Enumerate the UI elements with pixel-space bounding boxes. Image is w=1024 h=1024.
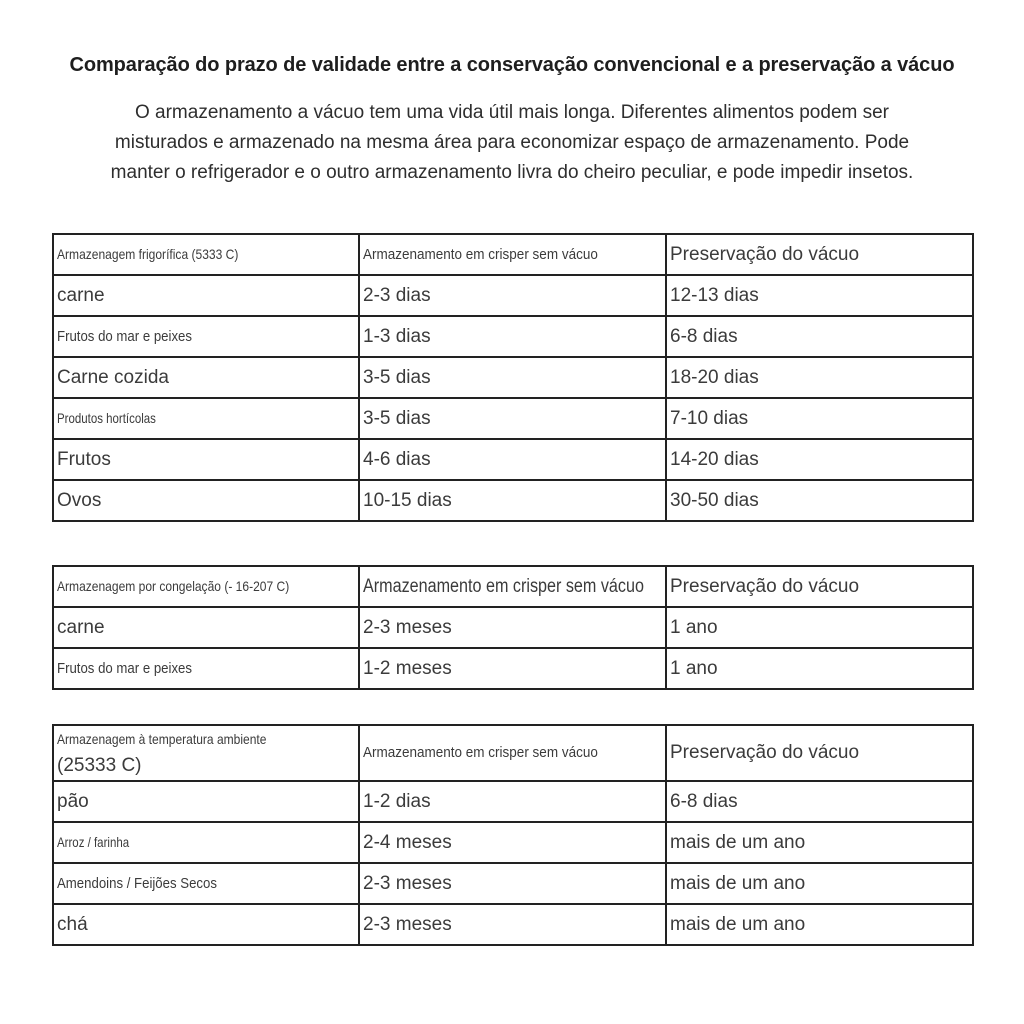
header-cell: Preservação do vácuo xyxy=(666,725,973,781)
table-row xyxy=(53,480,973,521)
header-cell: Armazenagem à temperatura ambiente (25333 C) xyxy=(53,725,359,781)
value-cell: 2-3 meses xyxy=(359,904,666,945)
table-row xyxy=(53,398,973,439)
food-cell: Ovos xyxy=(53,480,359,521)
food-cell: Produtos hortícolas xyxy=(53,398,359,439)
value-cell: 2-3 meses xyxy=(359,863,666,904)
intro-line: misturados e armazenado na mesma área para economizar espaço de armazenamento. Pode xyxy=(114,132,910,153)
table-row xyxy=(53,863,973,904)
food-cell: pão xyxy=(53,781,359,822)
header-cell: Armazenamento em crisper sem vácuo xyxy=(359,725,666,781)
value-cell: 2-3 dias xyxy=(359,275,666,316)
room-temperature-storage-table xyxy=(52,724,974,946)
value-cell: 2-3 meses xyxy=(359,607,666,648)
intro-line: manter o refrigerador e o outro armazenamento livra do cheiro peculiar, e pode impedir insetos. xyxy=(110,162,914,183)
table-row xyxy=(53,822,973,863)
value-cell: 6-8 dias xyxy=(666,316,973,357)
value-cell: 10-15 dias xyxy=(359,480,666,521)
value-cell: 6-8 dias xyxy=(666,781,973,822)
table-header-row xyxy=(53,566,973,607)
table-row xyxy=(53,781,973,822)
table-row xyxy=(53,607,973,648)
header-cell: Preservação do vácuo xyxy=(666,234,973,275)
intro-line: O armazenamento a vácuo tem uma vida útil mais longa. Diferentes alimentos podem ser xyxy=(134,102,890,123)
food-cell: carne xyxy=(53,275,359,316)
value-cell: 18-20 dias xyxy=(666,357,973,398)
value-cell: 3-5 dias xyxy=(359,398,666,439)
food-cell: Amendoins / Feijões Secos xyxy=(53,863,359,904)
value-cell: 1 ano xyxy=(666,607,973,648)
value-cell: mais de um ano xyxy=(666,822,973,863)
header-cell: Armazenagem frigorífica (5333 C) xyxy=(53,234,359,275)
header-cell: Armazenamento em crisper sem vácuo xyxy=(359,234,666,275)
intro-paragraph xyxy=(10,98,1014,188)
food-cell: Frutos do mar e peixes xyxy=(53,648,359,689)
header-cell: Armazenamento em crisper sem vácuo xyxy=(359,566,666,607)
food-cell: carne xyxy=(53,607,359,648)
value-cell: mais de um ano xyxy=(666,904,973,945)
table-row xyxy=(53,275,973,316)
refrigerated-storage-table xyxy=(52,233,974,522)
table-row xyxy=(53,904,973,945)
food-cell: Frutos xyxy=(53,439,359,480)
value-cell: 2-4 meses xyxy=(359,822,666,863)
food-cell: Carne cozida xyxy=(53,357,359,398)
value-cell: 1-2 dias xyxy=(359,781,666,822)
table-header-row xyxy=(53,725,973,781)
food-cell: Frutos do mar e peixes xyxy=(53,316,359,357)
table-row xyxy=(53,316,973,357)
food-cell: chá xyxy=(53,904,359,945)
value-cell: 1 ano xyxy=(666,648,973,689)
table-row xyxy=(53,648,973,689)
page-title: Comparação do prazo de validade entre a conservação convencional e a preservação a vácuo xyxy=(69,54,955,76)
value-cell: 4-6 dias xyxy=(359,439,666,480)
table-row xyxy=(53,439,973,480)
value-cell: 3-5 dias xyxy=(359,357,666,398)
food-cell: Arroz / farinha xyxy=(53,822,359,863)
value-cell: 1-2 meses xyxy=(359,648,666,689)
header-cell: Preservação do vácuo xyxy=(666,566,973,607)
table-header-row xyxy=(53,234,973,275)
table-row xyxy=(53,357,973,398)
value-cell: 7-10 dias xyxy=(666,398,973,439)
value-cell: mais de um ano xyxy=(666,863,973,904)
value-cell: 12-13 dias xyxy=(666,275,973,316)
value-cell: 1-3 dias xyxy=(359,316,666,357)
value-cell: 14-20 dias xyxy=(666,439,973,480)
header-cell: Armazenagem por congelação (- 16-207 C) xyxy=(53,566,359,607)
frozen-storage-table xyxy=(52,565,974,690)
value-cell: 30-50 dias xyxy=(666,480,973,521)
